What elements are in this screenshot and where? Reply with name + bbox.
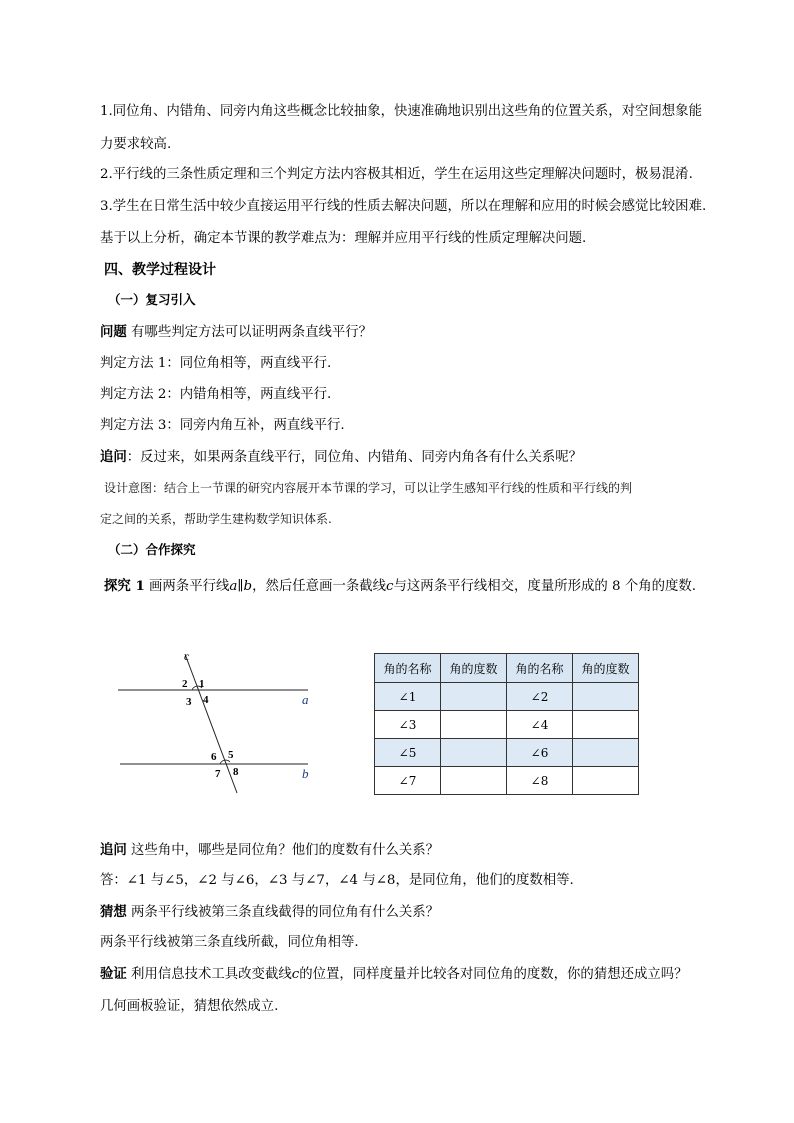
para-conclusion: 基于以上分析，确定本节课的教学难点为：理解并应用平行线的性质定理解决问题. [100,231,587,246]
table-cell: ∠6 [507,739,573,767]
table-cell-input[interactable] [573,711,639,739]
guess-text: 两条平行线被第三条直线截得的同位角有什么关系？ [131,905,440,920]
part-1-title: （一）复习引入 [108,292,196,307]
table-cell-input[interactable] [441,683,507,711]
verify-text-1: 利用信息技术工具改变截线 [131,967,292,982]
table-header: 角的度数 [573,654,639,683]
followup-text: ：反过来，如果两条直线平行，同位角、内错角、同旁内角各有什么关系呢？ [126,450,583,465]
table-header: 角的度数 [441,654,507,683]
verify-line [100,964,688,985]
angle-label-7: 7 [215,768,221,780]
angle-label-4: 4 [203,694,209,706]
table-cell: ∠4 [507,711,573,739]
table-header: 角的名称 [375,654,441,683]
verify-answer: 几何画板验证，猜想依然成立. [100,999,279,1014]
label-a: a [302,692,309,707]
angle-measure-table [374,653,639,795]
table-header-row [375,654,639,683]
table-cell-input[interactable] [441,711,507,739]
para-difficulty-1a: 1.同位角、内错角、同旁内角这些概念比较抽象，快速准确地识别出这些角的位置关系，对空间想象能 [100,104,702,119]
explore-text-3: 与这两条平行线相交，度量所形成的 8 个角的度数. [393,579,697,594]
para-difficulty-3: 3.学生在日常生活中较少直接运用平行线的性质去解决问题，所以在理解和应用的时候会感觉比较困难. [100,199,707,214]
explore-c: c [386,579,394,594]
line-c [185,654,237,793]
label-c: c [184,650,190,663]
question-text: 有哪些判定方法可以证明两条直线平行？ [131,325,373,340]
ask-text: 这些角中，哪些是同位角？他们的度数有什么关系？ [131,843,440,858]
parallel-lines-diagram [110,650,330,800]
table-row [375,683,639,711]
table-cell-input[interactable] [573,767,639,795]
table-cell-input[interactable] [573,683,639,711]
angle-label-8: 8 [233,766,239,778]
table-cell-input[interactable] [441,767,507,795]
table-cell: ∠5 [375,739,441,767]
table-cell: ∠3 [375,711,441,739]
design-intent-b: 定之间的关系，帮助学生建构数学知识体系. [100,512,332,526]
angle-label-5: 5 [228,749,234,761]
followup-label: 追问 [100,449,127,465]
angle-label-3: 3 [186,696,192,708]
part-2-title: （二）合作探究 [108,542,196,557]
section-4-title: 四、教学过程设计 [104,262,216,278]
ask-line [100,840,439,861]
table-cell: ∠8 [507,767,573,795]
verify-label: 验证 [100,966,127,982]
question-label: 问题 [100,324,127,340]
guess-line [100,902,439,923]
verify-c: c [291,967,300,982]
table-row [375,711,639,739]
table-row [375,739,639,767]
method-1: 判定方法 1：同位角相等，两直线平行. [100,356,332,371]
guess-answer: 两条平行线被第三条直线所截，同位角相等. [100,935,359,950]
label-b: b [302,766,309,781]
answer-line: 答：∠1 与∠5，∠2 与∠6，∠3 与∠7，∠4 与∠8，是同位角，他们的度数相等. [100,873,574,888]
para-difficulty-2: 2.平行线的三条性质定理和三个判定方法内容极其相近，学生在运用这些定理解决问题时，极易混淆. [100,167,693,182]
ask-label: 追问 [100,842,127,858]
followup-line [100,447,582,468]
method-3: 判定方法 3：同旁内角互补，两直线平行. [100,418,345,433]
table-cell: ∠7 [375,767,441,795]
table-cell: ∠2 [507,683,573,711]
question-line [100,322,372,343]
explore-ab: a∥b [229,579,253,594]
explore-label: 探究 1 [104,578,145,594]
table-cell: ∠1 [375,683,441,711]
explore-text-1: 画两条平行线 [149,579,230,594]
design-intent-a: 设计意图：结合上一节课的研究内容展开本节课的学习，可以让学生感知平行线的性质和平行线的判 [104,481,633,495]
table-row [375,767,639,795]
angle-label-1: 1 [199,678,205,690]
angle-label-2: 2 [182,678,188,690]
angle-label-6: 6 [211,751,217,763]
table-header: 角的名称 [507,654,573,683]
table-cell-input[interactable] [573,739,639,767]
guess-label: 猜想 [100,904,127,920]
table-cell-input[interactable] [441,739,507,767]
para-difficulty-1b: 力要求较高. [100,137,172,152]
explore-text-2: ，然后任意画一条截线 [252,579,387,594]
verify-text-2: 的位置，同样度量并比较各对同位角的度数，你的猜想还成立吗？ [299,967,688,982]
explore-1-line [104,576,696,597]
method-2: 判定方法 2：内错角相等，两直线平行. [100,387,332,402]
